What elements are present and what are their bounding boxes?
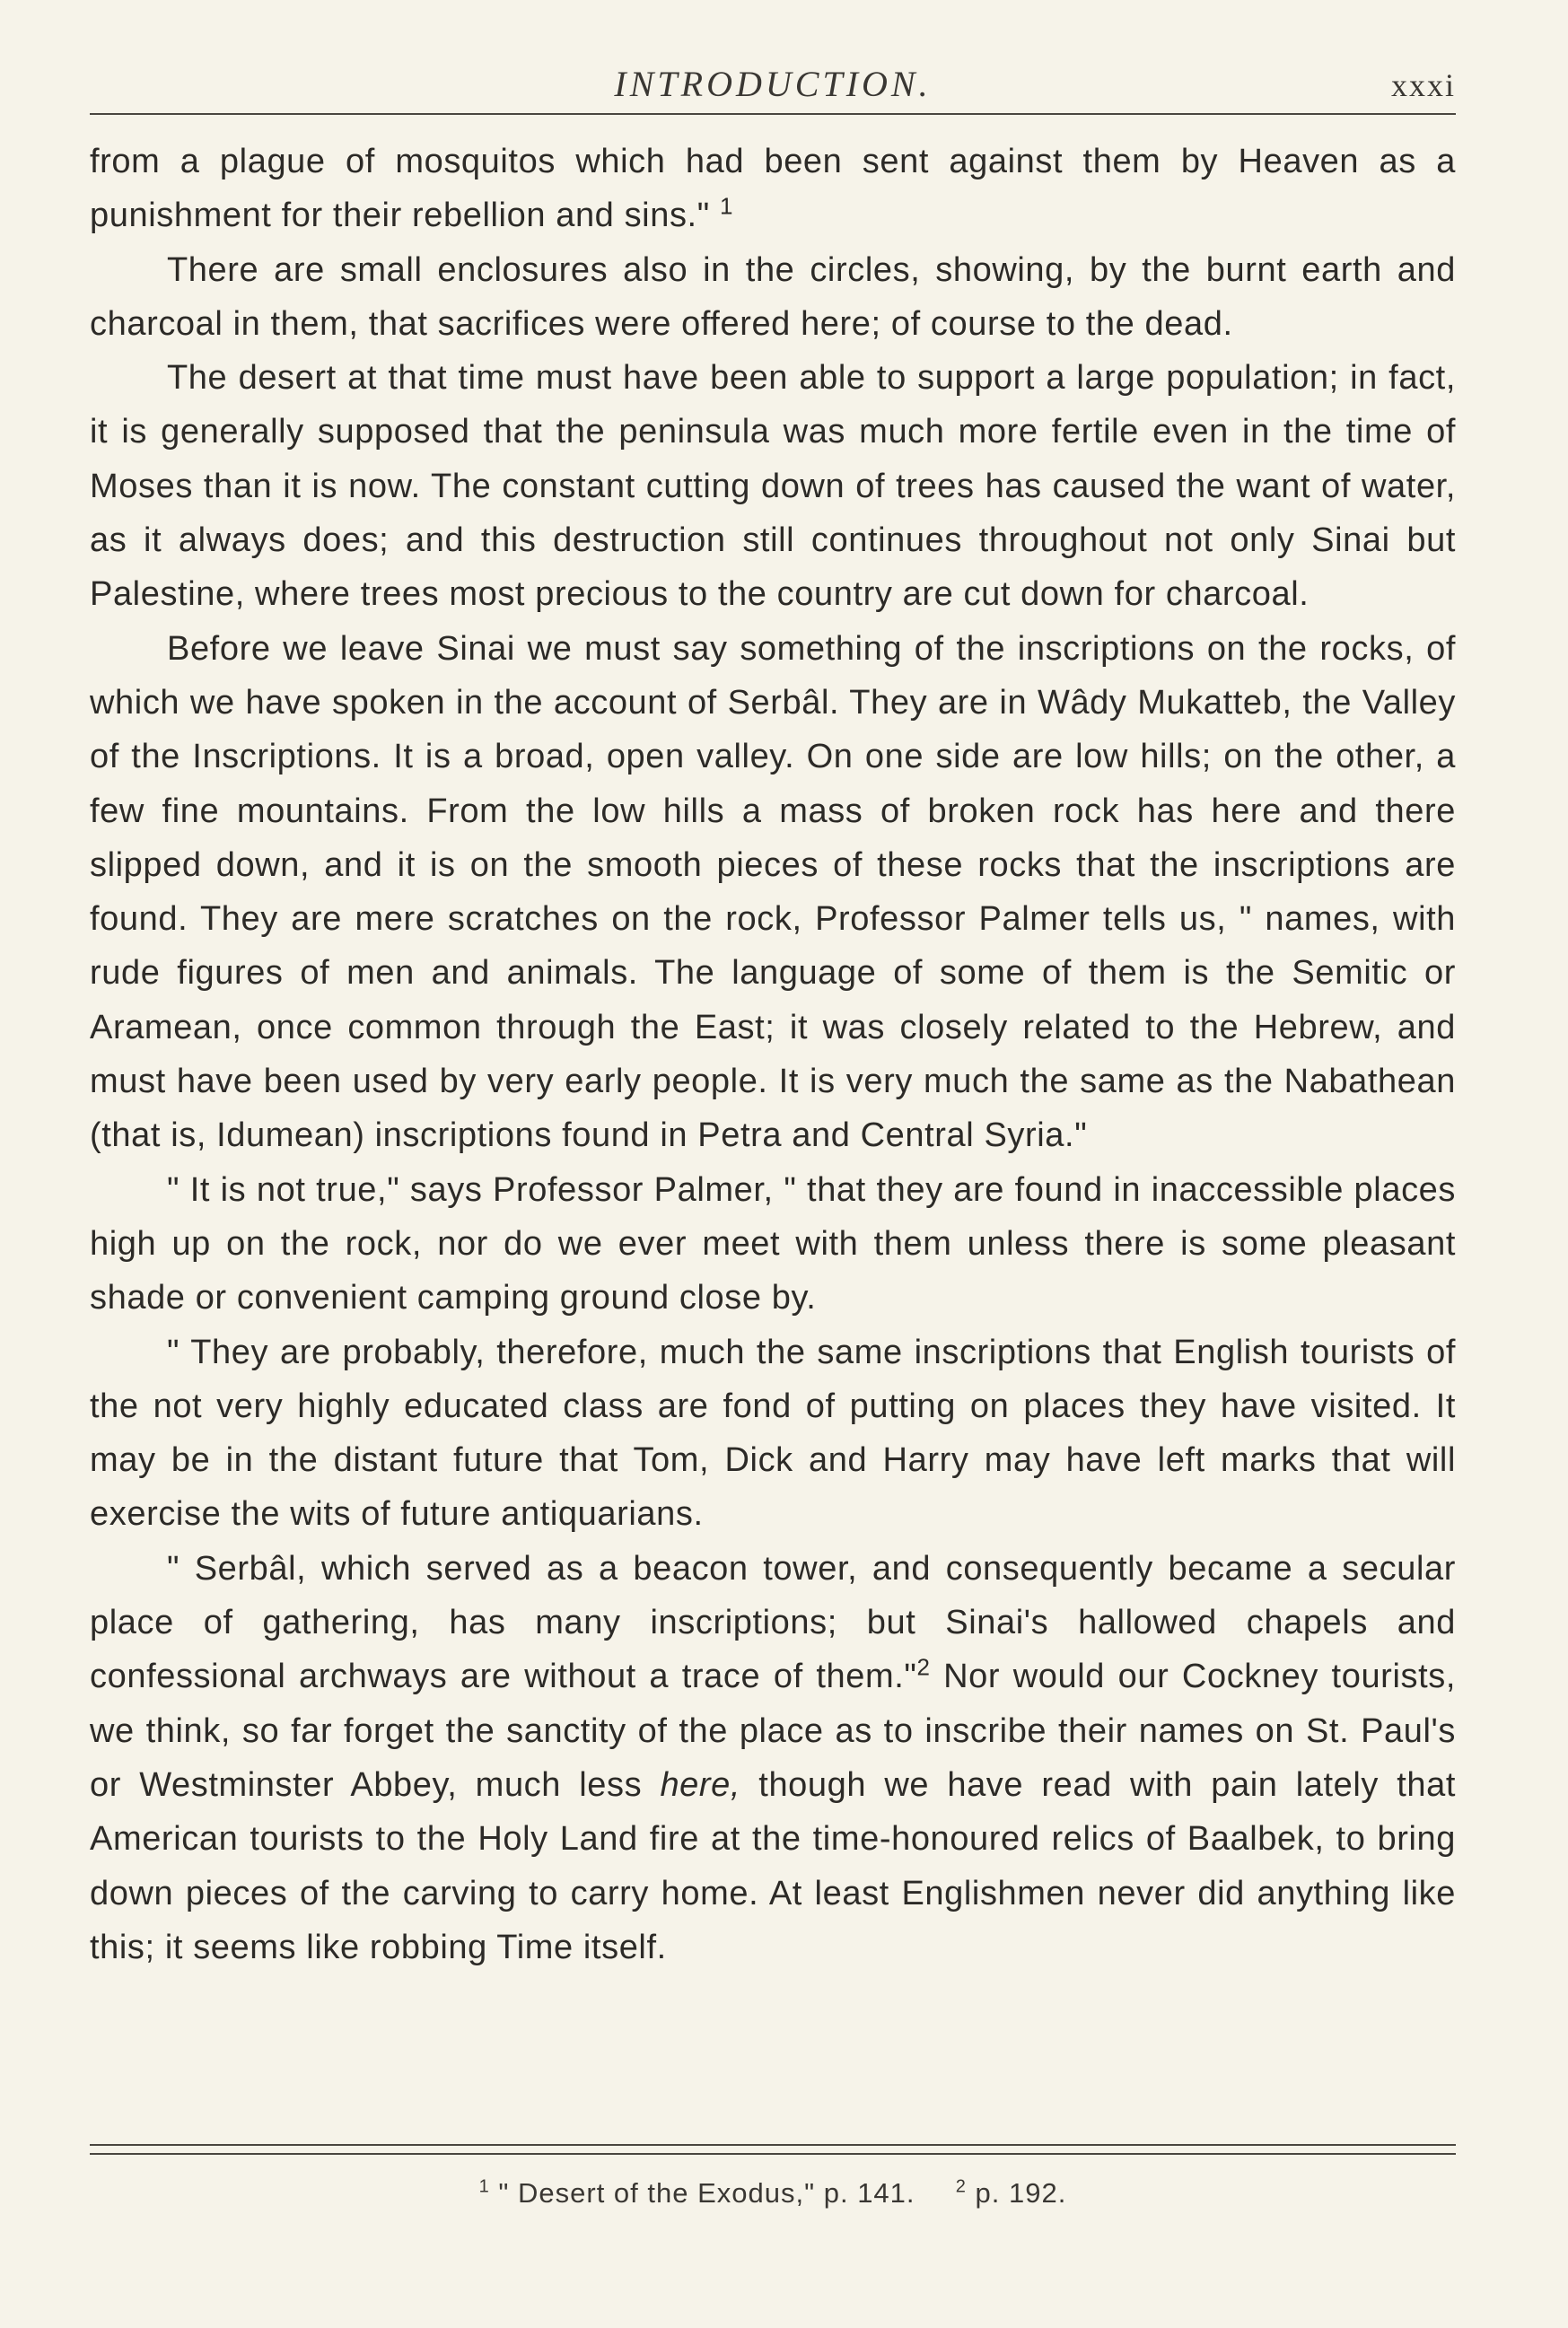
paragraph-7: [90, 1542, 1456, 1974]
footnote-rule-top: [90, 2144, 1456, 2146]
header-rule: [90, 113, 1456, 115]
paragraph-3: The desert at that time must have been able to support a large population; in fact, it is generally supposed that the peninsula was much more fertile even in the time of Moses than it is now. The constant cutting down of trees has caused the want of water, as it always does; and this destruction still continues throughout not only Sinai but Palestine, where trees most precious to the country are cut down for charcoal.: [90, 359, 1456, 614]
footnote-rule-bottom: [90, 2153, 1456, 2155]
footnote-mark-2: 2: [955, 2176, 967, 2197]
running-title: INTRODUCTION.: [614, 64, 932, 104]
paragraph-4: Before we leave Sinai we must say something of the inscriptions on the rocks, of which we have spoken in the account of Serbâl. They are in Wâdy Mukatteb, the Valley of the Inscriptions. It is a broad, open valley. On one side are low hills; on the other, a few fine mountains. From the low hills a mass of broken rock has here and there slipped down, and it is on the smooth pieces of these rocks that the inscriptions are found. They are mere scratches on the rock, Professor Palmer tells us, " names, with rude figures of men and animals. The language of some of them is the Semitic or Aramean, once common through the East; it was closely related to the Hebrew, and must have been used by very early people. It is very much the same as the Nabathean (that is, Idumean) inscriptions found in Petra and Central Syria.": [90, 629, 1456, 1155]
running-header: [90, 54, 1456, 109]
paragraph-7-text-end: though we have read with pain lately that American tourists to the Holy Land fire at the time-honoured relics of Baalbek, to bring down pieces of the carving to carry home. At least Englishmen never did anything like this; it seems like robbing Time itself.: [90, 1765, 1457, 1966]
paragraph-1: [90, 135, 1456, 243]
footnote-1-text: " Desert of the Exodus," p. 141.: [498, 2177, 915, 2209]
paragraph-5: " It is not true," says Professor Palmer, " that they are found in inaccessible places high up on the rock, nor do we ever meet with them unless there is some pleasant shade or convenient camping ground close by.: [90, 1170, 1456, 1317]
footnote-rules: [90, 2144, 1456, 2162]
page-content: [90, 54, 1457, 2209]
footnote-2-text: p. 192.: [975, 2177, 1067, 2209]
emphasis-here: here,: [660, 1765, 741, 1804]
paragraph-7-text: Nor would our Cockney tourists, we think, so far forget the sanctity of the place as to inscribe their names on St. Paul's or Westminster Abbey, much less: [90, 1658, 1456, 1804]
body-text: [90, 135, 1456, 1974]
footnote-mark-1: 1: [478, 2176, 490, 2197]
footnote-ref-1: 1: [719, 192, 734, 220]
footnotes: [90, 2177, 1456, 2210]
paragraph-6: " They are probably, therefore, much the same inscriptions that English tourists of the not very highly educated class are fond of putting on places they have visited. It may be in the distant future that Tom, Dick and Harry may have left marks that will exercise the wits of future antiquarians.: [90, 1333, 1456, 1534]
footnote-ref-2: 2: [916, 1653, 931, 1681]
paragraph-7-quote: " Serbâl, which served as a beacon tower, and consequently became a secular place of gathering, has many inscriptions; but Sinai's hallowed chapels and confessional archways are without a trace of them.": [90, 1549, 1456, 1696]
paragraph-1-text: from a plague of mosquitos which had been sent against them by Heaven as a punishment for their rebellion and sins.": [90, 143, 1456, 235]
page-number: xxxi: [1390, 67, 1456, 103]
paragraph-2: There are small enclosures also in the circles, showing, by the burnt earth and charcoal in them, that sacrifices were offered here; of course to the dead.: [90, 250, 1456, 343]
